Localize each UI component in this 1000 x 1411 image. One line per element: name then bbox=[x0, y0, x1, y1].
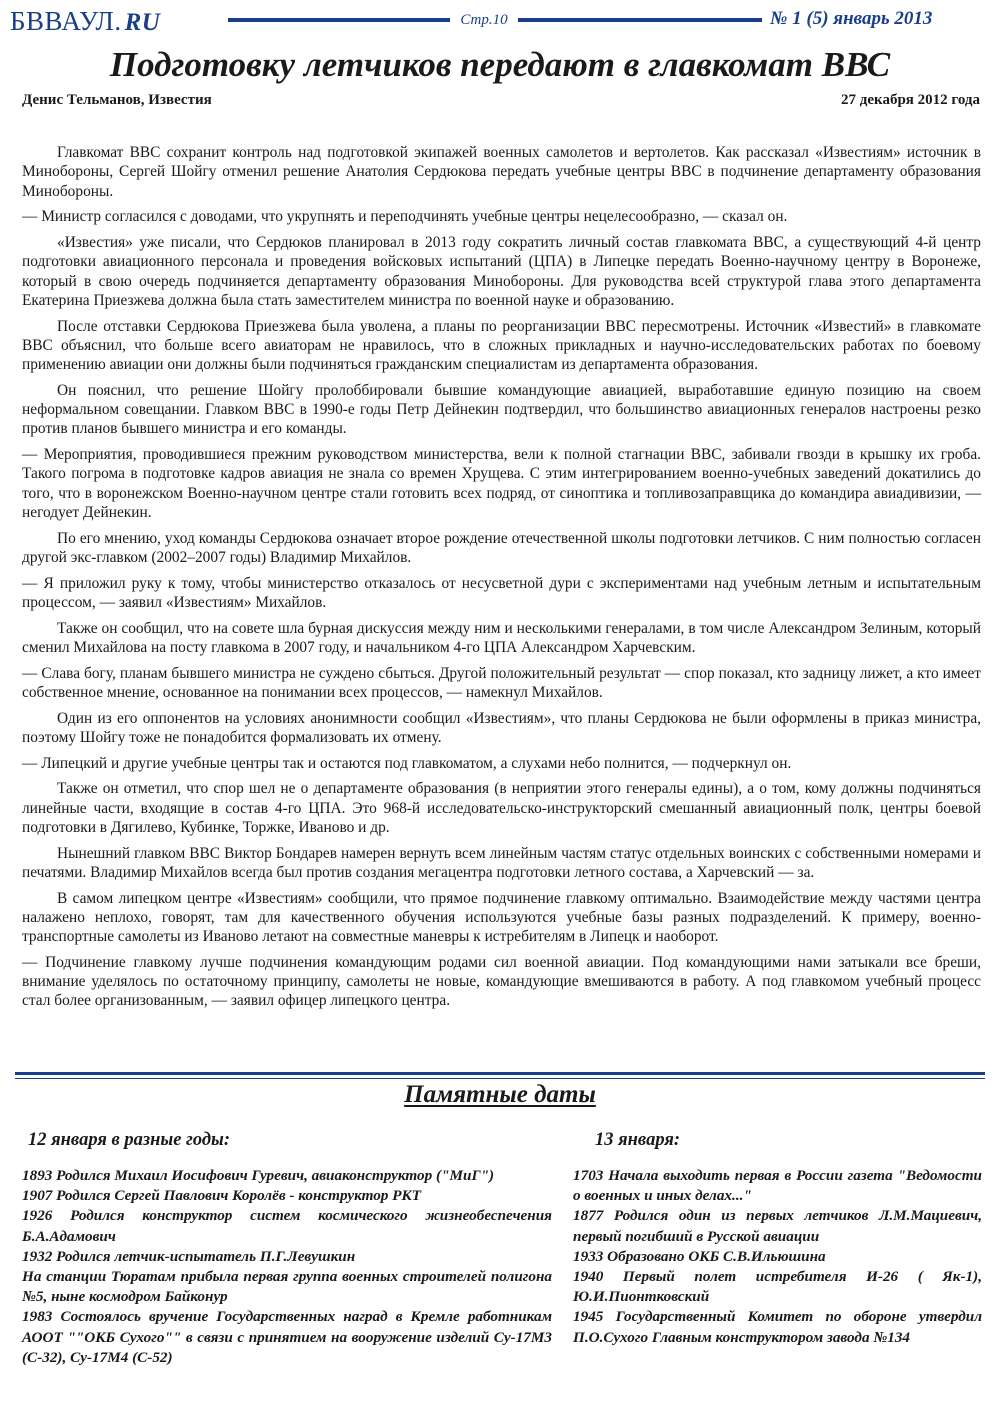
article-byline: Денис Тельманов, Известия bbox=[22, 92, 212, 108]
article-paragraph: — Слава богу, планам бывшего министра не суждено сбыться. Другой положительный результат — спор показал, кто задницу лижет, а кто имеет собственное мнение, основанное на понимании всех процессов, — намекнул Михайлов. bbox=[22, 664, 981, 701]
article-body bbox=[22, 143, 981, 1017]
masthead bbox=[0, 0, 1000, 40]
page-number: Стр.10 bbox=[460, 12, 508, 28]
dates-list bbox=[573, 1166, 982, 1348]
article-paragraph: В самом липецком центре «Известиям» сообщили, что прямое подчинение главкому оптимально. Взаимодействие между частями центра налажено неплохо, говорят, там для качественного обучения используются учебные базы разных подразделений. К примеру, военно-транспортные самолеты из Иваново летают на совместные маневры к истребителям в Липецк и наоборот. bbox=[22, 889, 981, 946]
section-divider-thin bbox=[15, 1078, 985, 1079]
date-entry: 1933 Образовано ОКБ С.В.Ильюшина bbox=[573, 1247, 826, 1265]
article-paragraph: — Липецкий и другие учебные центры так и остаются под главкоматом, а слухами небо полнится, — подчеркнул он. bbox=[22, 754, 792, 772]
date-entry: 1907 Родился Сергей Павлович Королёв - конструктор РКТ bbox=[22, 1187, 422, 1205]
article-paragraph: Главкомат ВВС сохранит контроль над подготовкой экипажей военных самолетов и вертолетов. Как рассказал «Известиям» источник в Минобороны, Сергей Шойгу отменил решение Анатолия Сердюкова передать учебные центры ВВС в подчинение департаменту образования Минобороны. bbox=[22, 144, 981, 200]
article-paragraph: По его мнению, уход команды Сердюкова означает второе рождение отечественной школы подготовки летчиков. С ним полностью согласен другой экс-главком (2002–2007 годы) Владимир Михайлов. bbox=[22, 529, 981, 566]
article-paragraph: Также он сообщил, что на совете шла бурная дискуссия между ним и несколькими генералами, в том числе Александром Зелиным, который сменил Михайлова на посту главкома в 2007 году, и начальником 4-го ЦПА Александром Харчевским. bbox=[22, 619, 981, 656]
masthead-rule-right bbox=[518, 18, 762, 22]
date-entry: 1932 Родился летчик-испытатель П.Г.Левушкин bbox=[22, 1247, 356, 1265]
date-entry: 1703 Начала выходить первая в России газета "Ведомости о военных и иных делах..." bbox=[573, 1167, 982, 1205]
article-paragraph: Нынешний главком ВВС Виктор Бондарев намерен вернуть всем линейным частям статус отдельных воинских с собственными номерами и печатями. Владимир Михайлов всегда был против создания мегацентра подготовки летного состава, а Харчевский — за. bbox=[22, 844, 981, 881]
newspaper-logo bbox=[10, 6, 160, 37]
issue-label: № 1 (5) январь 2013 bbox=[770, 8, 933, 29]
dates-column-right bbox=[573, 1128, 982, 1348]
masthead-rule-left bbox=[228, 18, 450, 22]
dates-list bbox=[22, 1166, 552, 1368]
article-headline: Подготовку летчиков передают в главкомат ВВС bbox=[109, 45, 891, 84]
dates-column-left bbox=[22, 1128, 552, 1368]
date-entry: На станции Тюратам прибыла первая группа военных строителей полигона №5, ныне космодром Байконур bbox=[22, 1268, 552, 1306]
article-paragraph: Он пояснил, что решение Шойгу пролоббировали бывшие командующие авиацией, выработавшие единую позицию на своем неформальном совещании. Главком ВВС в 1990-е годы Петр Дейнекин подтвердил, что большинство авиационных генералов настроены резко против планов бывшего министра и его команды. bbox=[22, 381, 981, 438]
section-divider bbox=[15, 1072, 985, 1075]
article-paragraph: «Известия» уже писали, что Сердюков планировал в 2013 году сократить личный состав главкомата ВВС, а существующий 4-й центр подготовки авиационного персонала и проведения войсковых испытаний (ЦПА) в Липецке передать Военно-научному центру в Воронеже, который в свою очередь подчиняется департаменту образования Минобороны. Для руководства всей структурой глава этого департамента Екатерина Приезжева должна была стать заместителем министра по военной науке и образованию. bbox=[22, 233, 981, 309]
date-entry: 1926 Родился конструктор систем космического жизнеобеспечения Б.А.Адамович bbox=[22, 1207, 552, 1245]
article-paragraph: Также он отметил, что спор шел не о департаменте образования (в неприятии этого генералы едины), а о том, кому должны подчиняться линейные части, входящие в состав 4-го ЦПА. Это 968-й исследовательско-инструкторский смешанный авиационный полк, центры боевой подготовки в Дягилево, Кубинке, Торжке, Иваново и др. bbox=[22, 780, 981, 836]
date-entry: 1893 Родился Михаил Иосифович Гуревич, авиаконструктор ("МиГ") bbox=[22, 1167, 495, 1184]
date-entry: 1983 Состоялось вручение Государственных наград в Кремле работникам АООТ ""ОКБ Сухого"" в связи с принятием на вооружение изделий Су-17М3 (С-32), Су-17М4 (С-52) bbox=[22, 1308, 552, 1366]
date-entry: 1945 Государственный Комитет по обороне утвердил П.О.Сухого Главным конструктором завода №134 bbox=[573, 1308, 982, 1346]
dates-column-title: 13 января: bbox=[595, 1130, 681, 1150]
article-paragraph: Один из его оппонентов на условиях анонимности сообщил «Известиям», что планы Сердюкова не были оформлены в приказ министра, поэтому Шойгу тоже не понадобится формализовать их отмену. bbox=[22, 709, 981, 746]
dates-column-title: 12 января в разные годы: bbox=[28, 1130, 231, 1150]
article-paragraph: После отставки Сердюкова Приезжева была уволена, а планы по реорганизации ВВС пересмотрены. Источник «Известий» в главкомате ВВС объяснил, что больше всего авиаторам не нравилось, что в сложных прикладных и научно-исследовательских работах по боевому применению авиации они должны были подчиняться гражданским специалистам из департамента образования. bbox=[22, 317, 981, 374]
article-paragraph: — Министр согласился с доводами, что укрупнять и переподчинять учебные центры нецелесообразно, — сказал он. bbox=[22, 208, 788, 226]
memorable-dates-heading bbox=[0, 1081, 1000, 1109]
article-paragraph: — Я приложил руку к тому, чтобы министерство отказалось от несусветной дури с экспериментами над учебным летным и испытательным процессом, — заявил «Известиям» Михайлов. bbox=[22, 574, 981, 611]
date-entry: 1877 Родился один из первых летчиков Л.М.Мациевич, первый погибший в Русской авиации bbox=[573, 1207, 982, 1245]
article-paragraph: — Подчинение главкому лучше подчинения командующим родами сил военной авиации. Под командующими нами затыкали все бреши, внимание уделялось по остаточному принципу, самолеты не новые, командующие вмешиваются в работу. А под главкомом учебный процесс стал более организованным, — заявил офицер липецкого центра. bbox=[22, 953, 981, 1010]
brand-name: БВВАУЛ. bbox=[10, 6, 122, 36]
brand-suffix: RU bbox=[124, 9, 161, 36]
memorable-dates-title: Памятные даты bbox=[404, 1081, 596, 1108]
article-date: 27 декабря 2012 года bbox=[841, 92, 980, 108]
article-paragraph: — Мероприятия, проводившиеся прежним руководством министерства, вели к полной стагнации ВВС, забивали гвозди в крышку их гроба. Такого погрома в подготовке кадров авиация не знала со времен Хрущева. С этим интегрированием военно-учебных заведений докатились до того, что в воронежском Военно-научном центре стали готовить всех подряд, от синоптика и топливозаправщика до командира авиадивизии, — негодует Дейнекин. bbox=[22, 446, 981, 521]
date-entry: 1940 Первый полет истребителя И-26 ( Як-1), Ю.И.Пионтковский bbox=[573, 1268, 982, 1306]
